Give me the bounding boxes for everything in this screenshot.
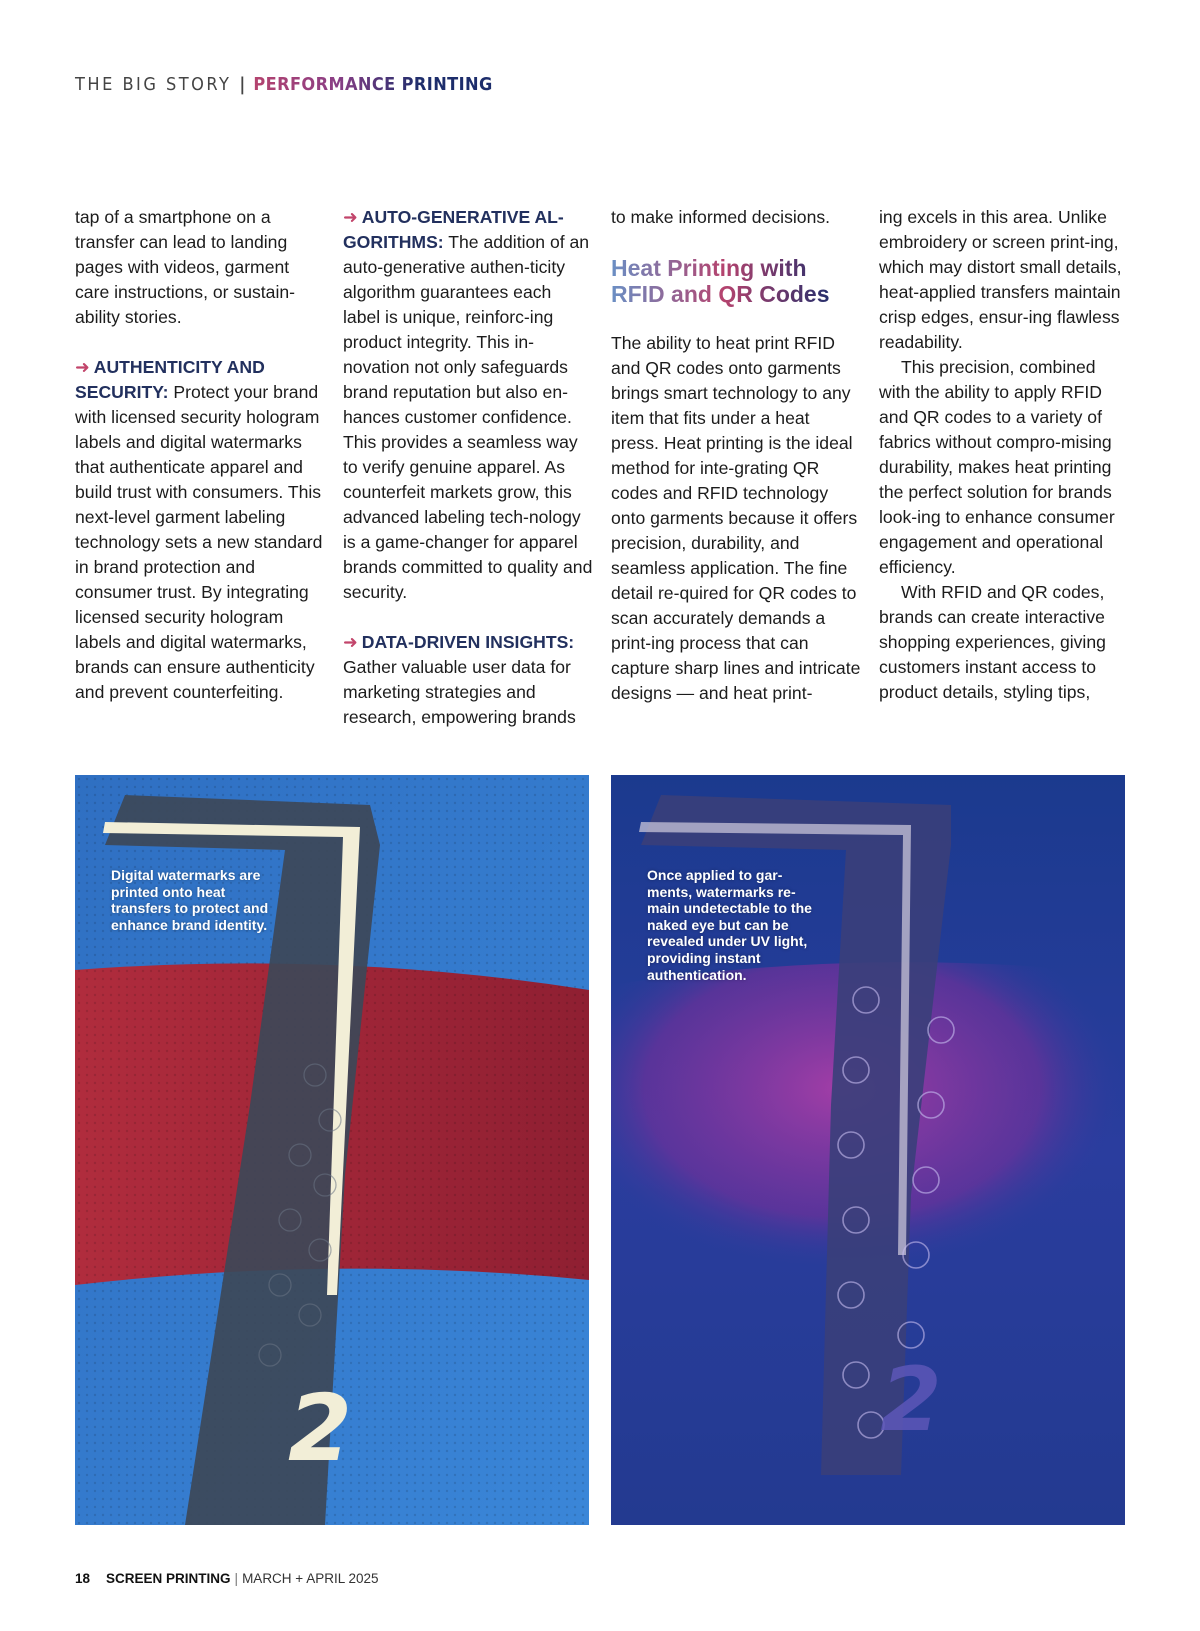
column-3 xyxy=(611,205,861,706)
intro-paragraph: tap of a smartphone on a transfer can lead to landing pages with videos, garment care instructions, or sustain-ability stories. xyxy=(75,207,296,327)
insights-lead: DATA-DRIVEN INSIGHTS: xyxy=(361,632,575,652)
footer-separator: | xyxy=(234,1571,239,1586)
page-number: 18 xyxy=(75,1571,91,1586)
arrow-right-icon: ➜ xyxy=(343,207,358,227)
running-header xyxy=(75,74,493,95)
insights-paragraph xyxy=(343,630,593,730)
arrow-right-icon: ➜ xyxy=(75,357,90,377)
photo-jersey-normal-light xyxy=(75,775,589,1525)
column-2 xyxy=(343,205,593,730)
authenticity-lead: AUTHENTICITY AND SECURITY: xyxy=(75,357,265,402)
column-4 xyxy=(879,205,1129,705)
uv-jersey-digit: 2 xyxy=(880,1348,942,1451)
heat-printing-paragraph: The ability to heat print RFID and QR codes onto garments brings smart technology to any item that fits under a heat press. Heat printing is the ideal method for inte-grating QR codes and RFID technology onto garments because it offers precision, durability, and seamless application. The fine detail re-quired for QR codes to scan accurately demands a print-ing process that can capture sharp lines and intricate designs — and heat print- xyxy=(611,333,861,703)
right-photo-caption: Once applied to gar-ments, watermarks re-main undetectable to the naked eye but can be revealed under UV light, providing instant authentication. xyxy=(647,867,812,983)
header-separator: | xyxy=(239,74,246,95)
section-headline: Heat Printing with RFID and QR Codes xyxy=(611,255,861,307)
insights-text: Gather valuable user data for marketing strategies and research, empowering brands xyxy=(343,657,576,727)
section-label: THE BIG STORY xyxy=(75,74,232,95)
algorithms-paragraph xyxy=(343,205,593,605)
precision-paragraph: ing excels in this area. Unlike embroidery or screen print-ing, which may distort small details, heat-applied transfers maintain crisp edges, ensur-ing flawless readability. xyxy=(879,207,1122,352)
photo-jersey-uv-light xyxy=(611,775,1125,1525)
topic-label: PERFORMANCE PRINTING xyxy=(253,74,493,95)
page-footer xyxy=(75,1571,379,1586)
left-photo-caption: Digital watermarks are printed onto heat transfers to protect and enhance brand identity. xyxy=(111,867,269,933)
algorithms-text: The addition of an auto-generative authen-ticity algorithm guarantees each label is unique, reinforc-ing product integrity. This in-novation not only safeguards brand reputation but also en-hances customer confidence. This provides a seamless way to verify genuine apparel. As counterfeit markets grow, this advanced labeling tech-nology is a game-changer for apparel brands committed to quality and security. xyxy=(343,232,593,602)
interactive-paragraph: With RFID and QR codes, brands can create interactive shopping experiences, giving customers instant access to product details, styling tips, xyxy=(879,582,1106,702)
authenticity-text: Protect your brand with licensed security hologram labels and digital watermarks that authenticate apparel and build trust with consumers. This next-level garment labeling technology sets a new standard in brand protection and consumer trust. By integrating licensed security hologram labels and digital watermarks, brands can ensure authenticity and prevent counterfeiting. xyxy=(75,382,323,702)
authenticity-paragraph xyxy=(75,355,325,705)
arrow-right-icon: ➜ xyxy=(343,632,358,652)
magazine-name: SCREEN PRINTING xyxy=(106,1571,231,1586)
issue-date: MARCH + APRIL 2025 xyxy=(242,1571,379,1586)
algorithms-lead: AUTO-GENERATIVE AL-GORITHMS: xyxy=(343,207,564,252)
column-1 xyxy=(75,205,325,705)
jersey-digit: 2 xyxy=(287,1375,353,1482)
continuation-paragraph: to make informed decisions. xyxy=(611,207,831,227)
durability-paragraph: This precision, combined with the ability to apply RFID and QR codes to a variety of fabrics without compro-mising durability, makes heat printing the perfect solution for brands look-ing to enhance consumer engagement and operational efficiency. xyxy=(879,357,1115,577)
